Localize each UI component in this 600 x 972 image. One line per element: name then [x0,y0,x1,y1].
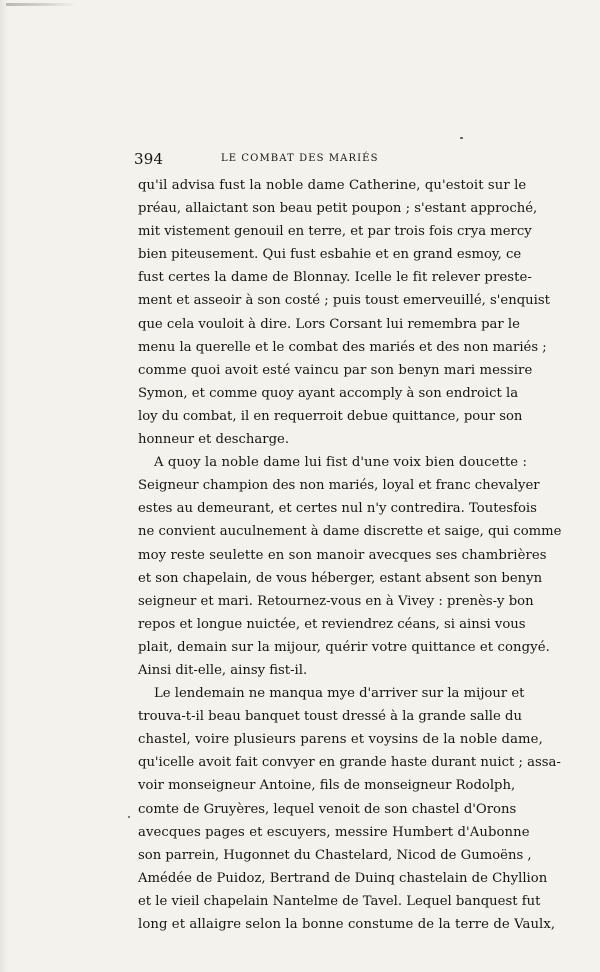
text-line: ne convient auculnement à dame discrette et saige, qui comme [138,524,562,540]
text-line: seigneur et mari. Retournez-vous en à Vivey : prenès-y bon [138,593,534,609]
text-line: et le vieil chapelain Nantelme de Tavel. Lequel banquest fut [138,893,541,909]
text-line: Amédée de Puidoz, Bertrand de Duinq chastelain de Chyllion [138,870,548,886]
text-line: et son chapelain, de vous héberger, estant absent son benyn [138,570,543,586]
text-line: qu'il advisa fust la noble dame Catherine, qu'estoit sur le [138,178,527,193]
running-head: LE COMBAT DES MARIÉS [221,153,379,164]
paragraph-end-line: Ainsi dit-elle, ainsy fist-il. [138,662,308,678]
text-line: avecques pages et escuyers, messire Humbert d'Aubonne [138,824,530,840]
text-line: mit vistement genouil en terre, et par trois fois crya mercy [138,224,532,240]
paragraph-end-line: honneur et descharge. [138,432,290,448]
scan-artifact [6,3,76,6]
text-line: fust certes la dame de Blonnay. Icelle le fit relever preste- [138,270,532,286]
page-number: 394 [134,150,164,168]
text-line: que cela vouloit à dire. Lors Corsant lui remembra par le [138,316,520,332]
text-line: menu la querelle et le combat des mariés et des non mariés ; [138,339,547,355]
text-line: son parrein, Hugonnet du Chastelard, Nicod de Gumoëns , [138,847,532,863]
text-line: estes au demeurant, et certes nul n'y contredira. Toutesfois [138,501,537,517]
text-line: long et allaigre selon la bonne constume de la terre de Vaulx, [138,917,556,932]
ink-speck [460,137,463,139]
body-text [138,174,562,936]
ink-speck [128,816,130,818]
text-line: Symon, et comme quoy ayant accomply à son endroict la [138,385,519,401]
text-line: comte de Gruyères, lequel venoit de son chastel d'Orons [138,801,517,817]
text-line: chastel, voire plusieurs parens et voysins de la noble dame, [138,732,543,748]
text-line: moy reste seulette en son manoir avecques ses chambrières [138,547,547,563]
page-gutter-shadow [0,0,8,972]
text-line: Seigneur champion des non mariés, loyal et franc chevalyer [138,478,540,494]
text-line: ment et asseoir à son costé ; puis toust emerveuillé, s'enquist [138,293,550,309]
text-line: trouva-t-il beau banquet toust dressé à la grande salle du [138,709,522,725]
text-line: bien piteusement. Qui fust esbahie et en grand esmoy, ce [138,247,522,263]
text-line: voir monseigneur Antoine, fils de monseigneur Rodolph, [138,778,516,794]
text-line: loy du combat, il en requerroit debue quittance, pour son [138,408,523,424]
page-header [134,150,472,172]
text-line: plait, demain sur la mijour, quérir votre quittance et congyé. [138,639,550,655]
paragraph-start-line: Le lendemain ne manqua mye d'arriver sur la mijour et [154,686,525,702]
text-line: comme quoi avoit esté vaincu par son benyn mari messire [138,362,533,378]
text-line: repos et longue nuictée, et reviendrez céans, si ainsi vous [138,616,526,632]
paragraph-start-line: A quoy la noble dame lui fist d'une voix bien doucette : [154,455,528,471]
text-line: préau, allaictant son beau petit poupon ; s'estant approché, [138,201,538,217]
text-line: qu'icelle avoit fait convyer en grande haste durant nuict ; assa- [138,755,561,771]
